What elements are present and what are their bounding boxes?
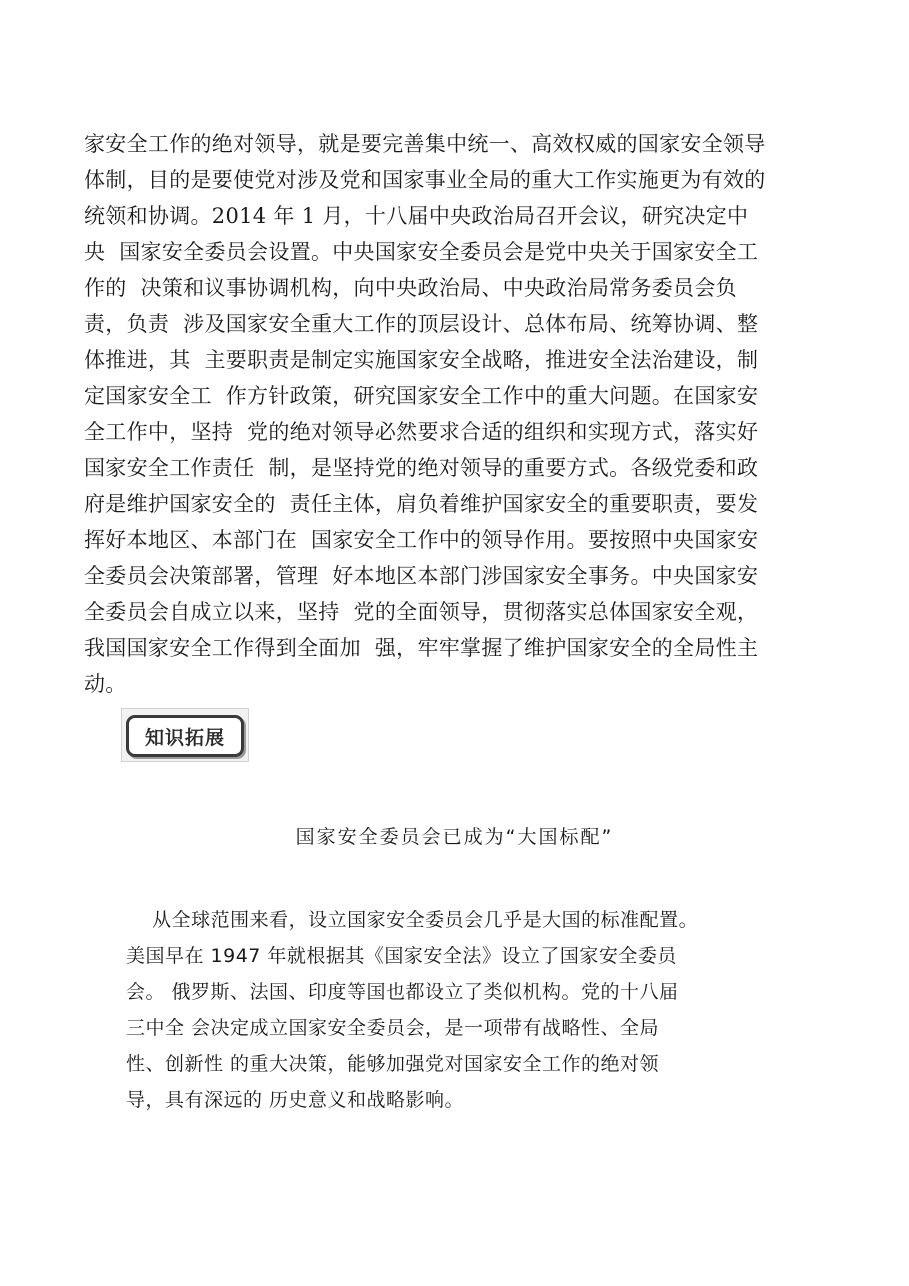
paragraph-line: 统领和协调。2014 年 1 月，十八届中央政治局召开会议，研究决定中 — [84, 204, 749, 228]
paragraph-line: 国家安全工作责任 制，是坚持党的绝对领导的重要方式。各级党委和政 — [84, 456, 759, 480]
main-paragraph — [84, 126, 794, 702]
paragraph-line: 全工作中，坚持 党的绝对领导必然要求合适的组织和实现方式，落实好 — [84, 420, 759, 444]
badge-frame — [126, 715, 244, 757]
knowledge-extension-badge — [121, 708, 249, 762]
section-title: 国家安全委员会已成为“大国标配” — [295, 826, 614, 848]
paragraph-line: 全委员会自成立以来，坚持 党的全面领导，贯彻落实总体国家安全观， — [84, 600, 759, 624]
paragraph-line: 挥好本地区、本部门在 国家安全工作中的领导作用。要按照中央国家安 — [84, 528, 759, 552]
paragraph-line: 会。 俄罗斯、法国、印度等国也都设立了类似机构。党的十八届 — [126, 981, 679, 1003]
paragraph-line: 从全球范围来看，设立国家安全委员会几乎是大国的标准配置。 — [126, 909, 699, 931]
paragraph-line: 性、创新性 的重大决策，能够加强党对国家安全工作的绝对领 — [126, 1053, 660, 1075]
badge-label: 知识拓展 — [144, 726, 225, 749]
paragraph-line: 动。 — [84, 672, 127, 696]
paragraph-line: 美国早在 1947 年就根据其《国家安全法》设立了国家安全委员 — [126, 945, 677, 967]
paragraph-line: 定国家安全工 作方针政策，研究国家安全工作中的重大问题。在国家安 — [84, 384, 759, 408]
paragraph-line: 全委员会决策部署，管理 好本地区本部门涉国家安全事务。中央国家安 — [84, 564, 759, 588]
paragraph-line: 体推进，其 主要职责是制定实施国家安全战略，推进安全法治建设，制 — [84, 348, 759, 372]
extension-paragraph — [126, 902, 796, 1118]
paragraph-line: 导，具有深远的 历史意义和战略影响。 — [126, 1089, 465, 1111]
paragraph-line: 央 国家安全委员会设置。中央国家安全委员会是党中央关于国家安全工 — [84, 240, 759, 264]
paragraph-line: 府是维护国家安全的 责任主体，肩负着维护国家安全的重要职责，要发 — [84, 492, 759, 516]
paragraph-line: 责，负责 涉及国家安全重大工作的顶层设计、总体布局、统筹协调、整 — [84, 312, 759, 336]
paragraph-line: 体制，目的是要使党对涉及党和国家事业全局的重大工作实施更为有效的 — [84, 168, 766, 192]
paragraph-line: 三中全 会决定成立国家安全委员会，是一项带有战略性、全局 — [126, 1017, 660, 1039]
paragraph-line: 家安全工作的绝对领导，就是要完善集中统一、高效权威的国家安全领导 — [84, 132, 766, 156]
paragraph-line: 我国国家安全工作得到全面加 强，牢牢掌握了维护国家安全的全局性主 — [84, 636, 759, 660]
paragraph-line: 作的 决策和议事协调机构，向中央政治局、中央政治局常务委员会负 — [84, 276, 737, 300]
